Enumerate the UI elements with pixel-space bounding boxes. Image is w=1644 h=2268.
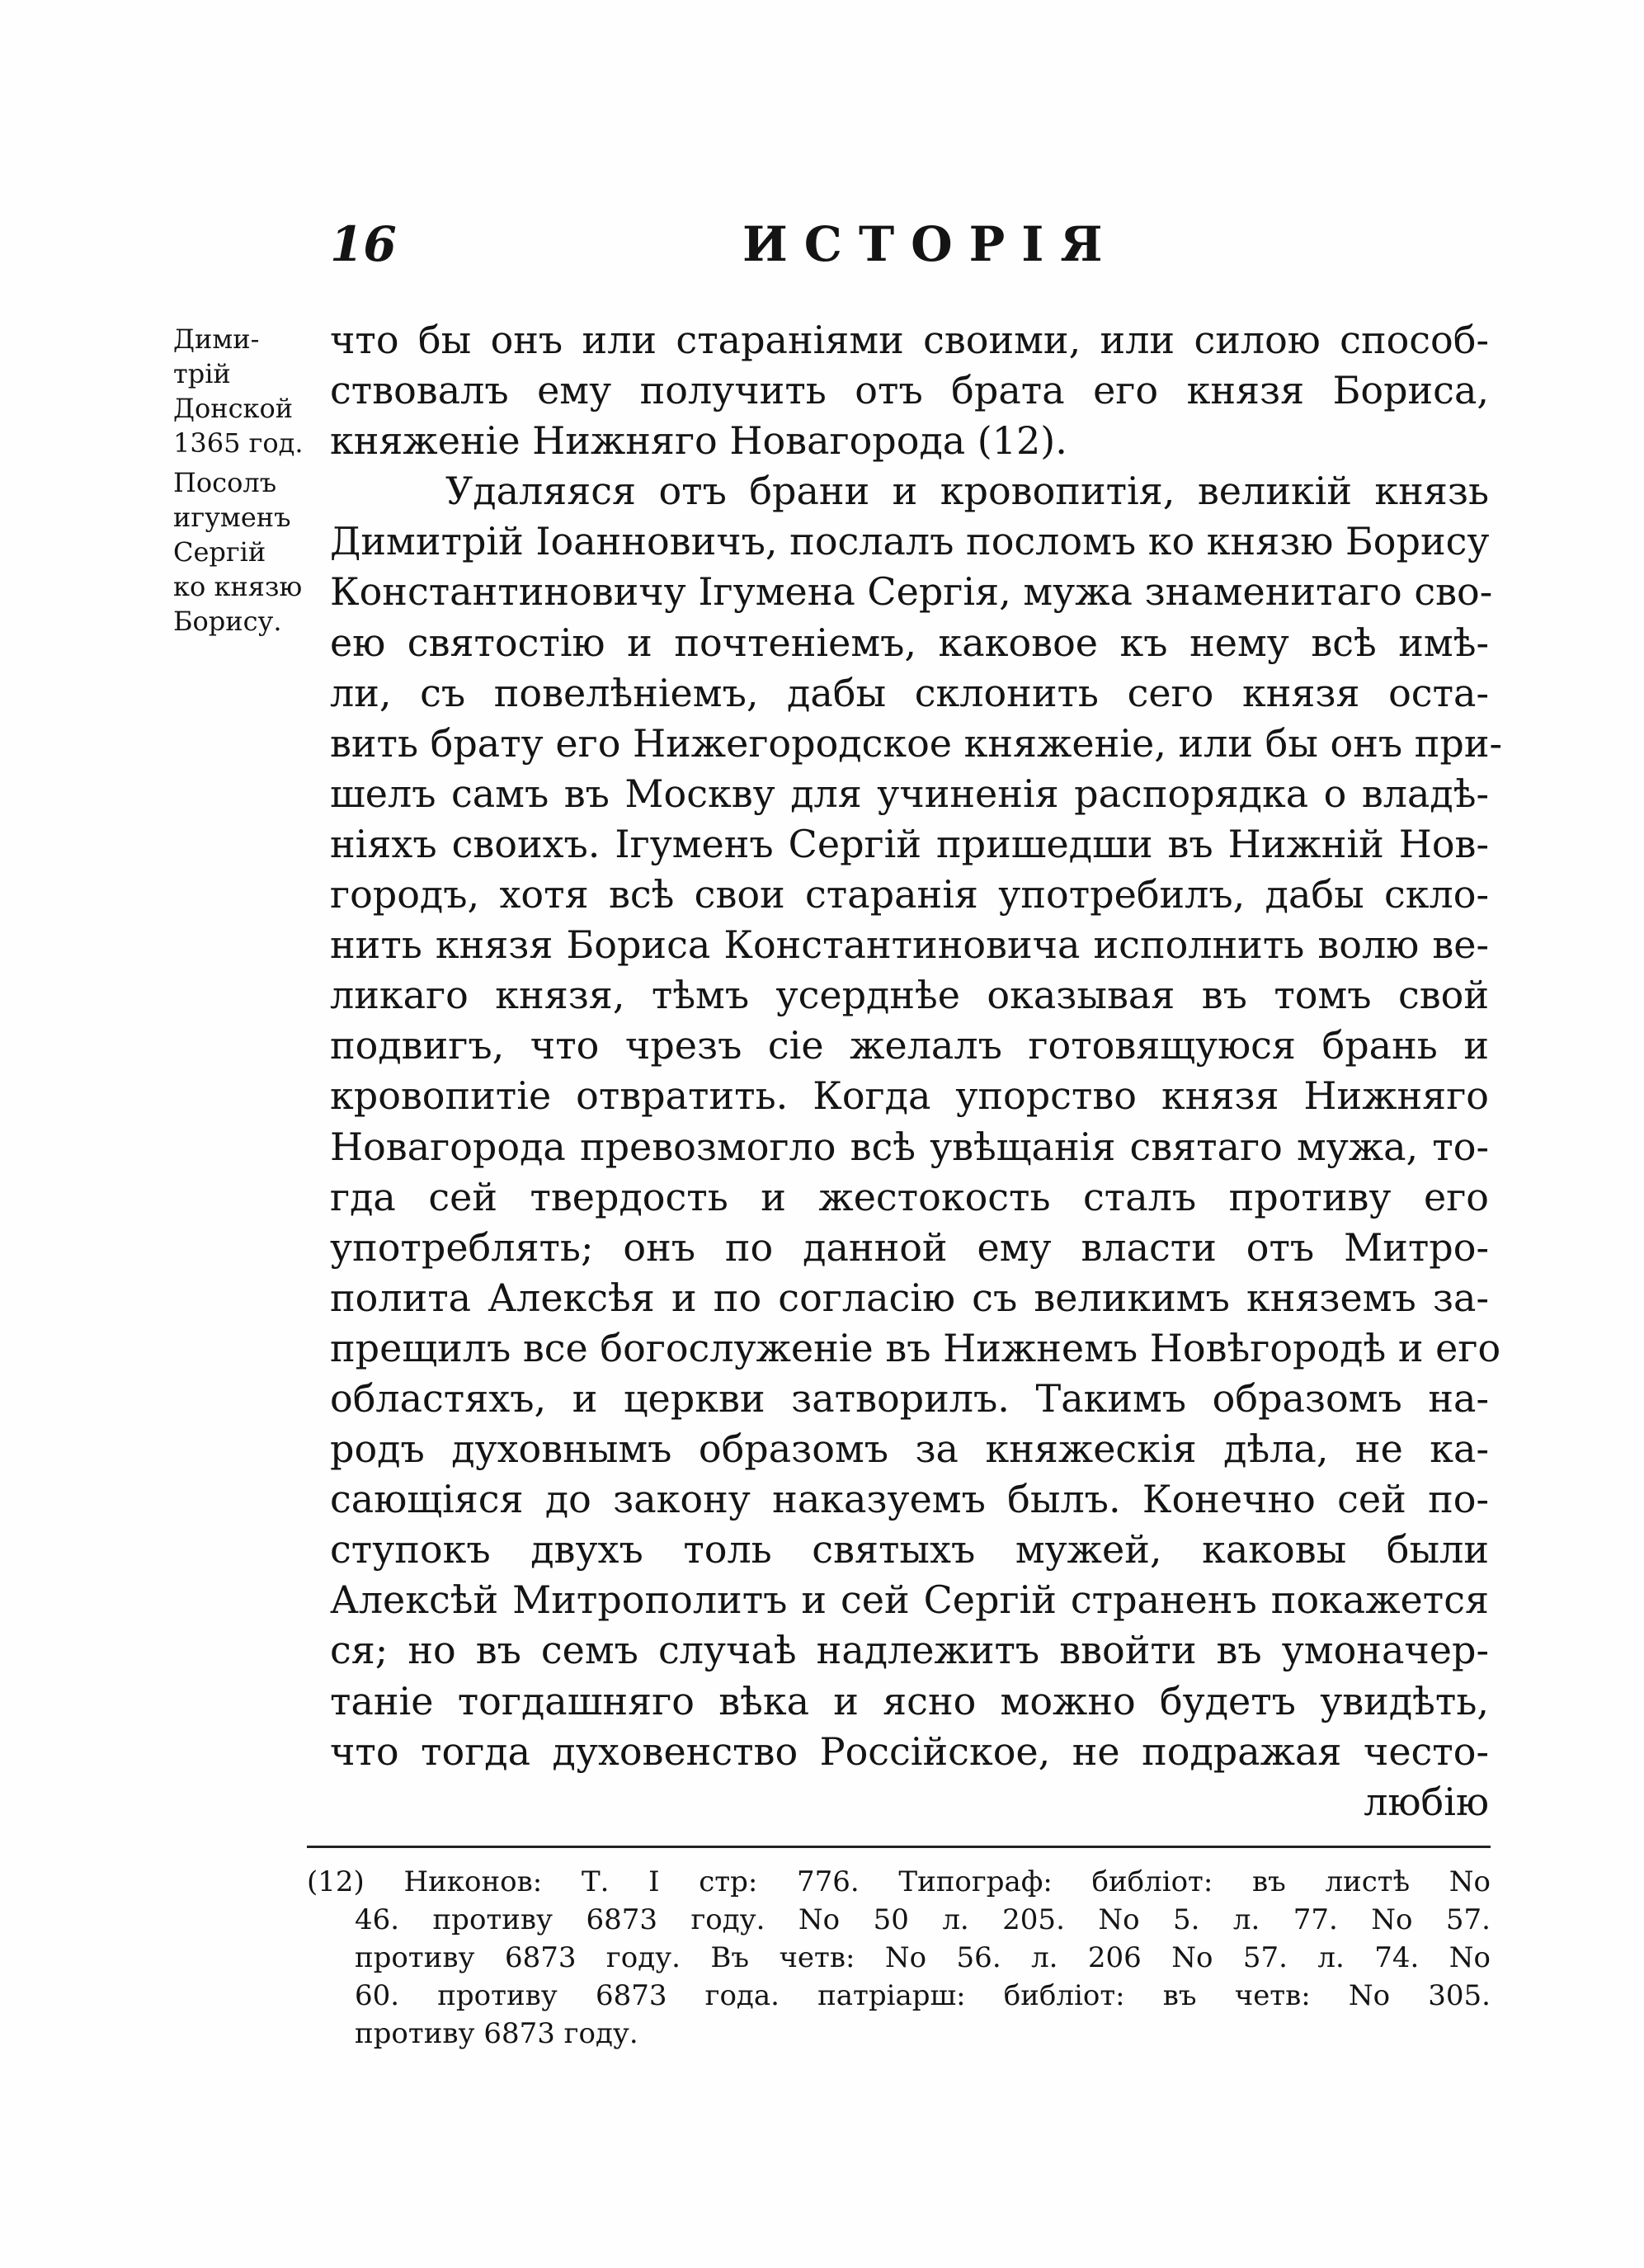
text-line: областяхъ, и церкви затворилъ. Такимъ образомъ на-: [330, 1375, 1489, 1421]
text-line: что тогда духовенство Россiйское, не подражая често-: [330, 1728, 1489, 1774]
text-line: городъ, хотя всѣ свои старанiя употребилъ, дабы скло-: [330, 872, 1489, 917]
text-line: Димитрiй Iоанновичъ, послалъ посломъ ко князю Борису: [330, 519, 1490, 564]
footnote: [307, 1863, 1491, 2053]
text-line: Удаляяся отъ брани и кровопитiя, великiй князь: [445, 469, 1489, 514]
text-line: Алексѣй Митрополитъ и сей Сергiй страненъ покажется: [330, 1577, 1489, 1623]
text-line: ступокъ двухъ толь святыхъ мужей, каковы были: [330, 1527, 1489, 1573]
text-line: танiе тогдашняго вѣка и ясно можно будетъ увидѣть,: [330, 1678, 1489, 1723]
text-line: что бы онъ или стаpанiями своими, или силою способ-: [330, 318, 1489, 362]
margin-note-line: Посолъ: [173, 467, 277, 498]
text-line: Константиновичу Iгумена Сергiя, мужа знаменитаго сво-: [330, 569, 1493, 615]
margin-note-line: Дими-: [173, 323, 260, 355]
margin-note-dimitry: [173, 322, 338, 460]
footnote-line: 60. противу 6873 года. патрiарш: библiот: въ четв: No 305.: [355, 1979, 1491, 2012]
margin-note-line: ко князю: [173, 571, 303, 602]
text-line: прещилъ все богослуженiе въ Нижнемъ Новѣгородѣ и его: [330, 1325, 1501, 1370]
margin-notes: [173, 322, 338, 644]
text-line: вить брату его Нижегородское княженiе, или бы онъ при-: [330, 720, 1503, 766]
text-line: подвигъ, что чрезъ сiе желалъ готовящуюся брань и: [330, 1023, 1489, 1068]
text-line: шелъ самъ въ Москву для учиненiя распорядка о владѣ-: [330, 771, 1489, 816]
text-line: княженiе Нижняго Новагорода (12).: [330, 418, 1067, 464]
footnote-line: противу 6873 году.: [355, 2017, 638, 2050]
body-text: [330, 315, 1503, 1827]
footnote-line: (12) Никонов: Т. I стр: 776. Типограф: библiот: въ листѣ No: [307, 1865, 1491, 1898]
margin-note-line: трiй: [173, 358, 231, 389]
margin-note-line: игуменъ: [173, 502, 291, 533]
text-line: нить князя Бориса Константиновича исполнить волю ве-: [330, 922, 1489, 968]
text-line: ся; но въ семъ случаѣ надлежитъ ввойти въ умоначер-: [330, 1628, 1489, 1673]
text-line: гда сей твердость и жестокость сталъ противу его: [330, 1174, 1489, 1219]
text-line: ли, съ повелѣнiемъ, дабы склонить сего князя оста-: [330, 670, 1489, 715]
footnote-line: 46. противу 6873 году. No 50 л. 205. No 5. л. 77. No 57.: [355, 1903, 1491, 1936]
margin-note-line: 1365 год.: [173, 427, 304, 459]
footnote-line: противу 6873 году. Въ четв: No 56. л. 206 No 57. л. 74. No: [355, 1941, 1491, 1974]
catchword: любiю: [1364, 1779, 1489, 1824]
text-line: сающiяся до закону наказуемъ былъ. Конечно сей по-: [330, 1477, 1489, 1522]
margin-note-envoy: [173, 465, 338, 639]
page-number: 16: [330, 216, 397, 272]
text-line: ею святостiю и почтенiемъ, каковое къ нему всѣ имѣ-: [330, 620, 1489, 665]
running-head: ИСТОРIЯ: [742, 216, 1119, 272]
footnote-rule: [307, 1846, 1491, 1848]
text-line: Новагорода превозмогло всѣ увѣщанiя святаго мужа, то-: [330, 1124, 1489, 1169]
margin-note-line: Борису.: [173, 606, 282, 637]
text-line: ликаго князя, тѣмъ усерднѣе оказывая въ томъ свой: [330, 973, 1489, 1018]
margin-note-line: Донской: [173, 393, 294, 424]
margin-note-line: Сергiй: [173, 536, 266, 568]
text-line: употреблять; онъ по данной ему власти отъ Митро-: [330, 1224, 1489, 1270]
text-line: нiяхъ своихъ. Iгуменъ Сергiй пришедши въ Нижнiй Нов-: [330, 821, 1489, 866]
text-line: кровопитiе отвратить. Когда упорство князя Нижняго: [330, 1073, 1489, 1119]
text-line: ствовалъ ему получить отъ брата его князя Бориса,: [330, 368, 1489, 413]
text-line: полита Алексѣя и по согласiю съ великимъ княземъ за-: [330, 1275, 1489, 1320]
text-line: родъ духовнымъ образомъ за княжескiя дѣла, не ка-: [330, 1426, 1489, 1472]
